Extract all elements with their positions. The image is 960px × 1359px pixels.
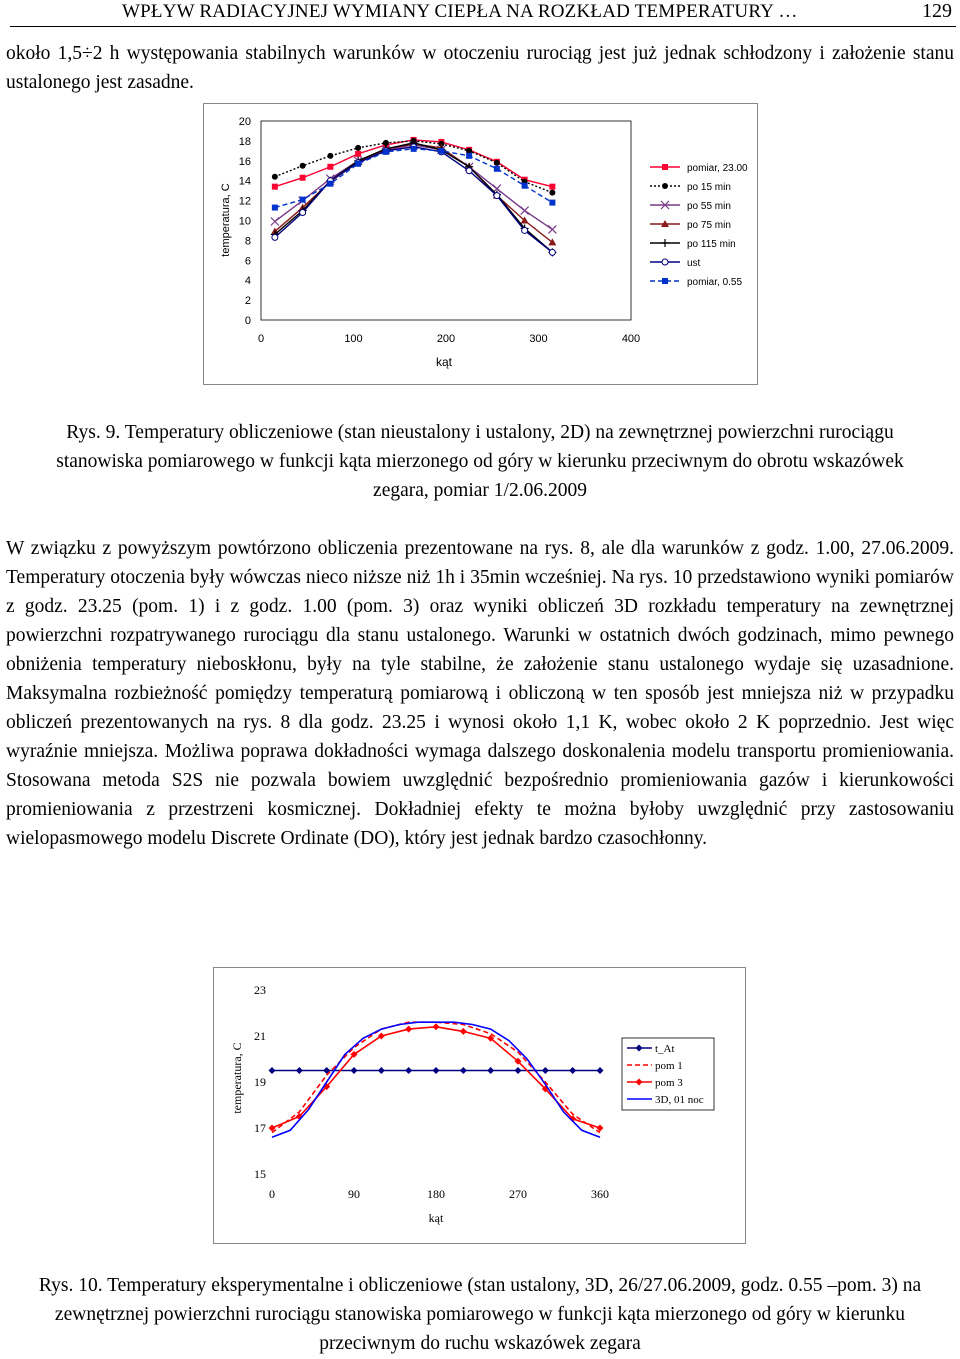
running-header [10, 0, 956, 27]
y-tick-label: 6 [244, 255, 251, 268]
legend-label: po 15 min [687, 182, 731, 193]
legend-entry [650, 277, 742, 288]
figure-9-chart [204, 104, 757, 384]
data-point [549, 190, 555, 196]
data-point [460, 1028, 467, 1035]
data-point [355, 151, 361, 157]
data-point [522, 227, 528, 233]
data-point [433, 1067, 440, 1074]
series-line [272, 1022, 600, 1137]
x-tick-labels [269, 1187, 609, 1201]
y-tick-label: 15 [254, 1167, 266, 1181]
data-point [300, 197, 306, 203]
legend-label: po 75 min [687, 220, 731, 231]
legend-marker [661, 239, 669, 247]
y-tick-label: 2 [244, 295, 251, 308]
x-tick-label: 360 [591, 1187, 609, 1201]
data-point [438, 148, 444, 154]
legend-marker [662, 259, 668, 265]
x-tick-label: 100 [344, 333, 363, 345]
legend-label: pom 1 [655, 1060, 683, 1072]
data-point [549, 184, 555, 190]
x-tick-label: 90 [348, 1187, 360, 1201]
data-point [272, 174, 278, 180]
legend-marker [662, 164, 668, 170]
legend-label: t_At [655, 1043, 675, 1055]
x-tick-label: 0 [269, 1187, 275, 1201]
data-point [487, 1067, 494, 1074]
y-tick-label: 17 [254, 1121, 266, 1135]
y-tick-label: 8 [244, 235, 251, 248]
data-point [355, 161, 361, 167]
data-point [269, 1067, 276, 1074]
legend-label: 3D, 01 noc [655, 1094, 704, 1106]
x-axis-label: kąt [435, 355, 453, 369]
figure-10-chart-frame [213, 967, 746, 1244]
data-point [272, 234, 278, 240]
legend-label: po 115 min [687, 239, 736, 250]
data-point [466, 153, 472, 159]
legend-label: pomiar, 23.00 [687, 163, 748, 174]
y-tick-label: 10 [238, 215, 251, 228]
y-tick-label: 12 [238, 195, 251, 208]
legend-entry [650, 163, 748, 174]
y-tick-label: 23 [254, 983, 266, 997]
data-point [327, 153, 333, 159]
legend-label: pom 3 [655, 1077, 683, 1089]
data-point [378, 1067, 385, 1074]
data-point [569, 1067, 576, 1074]
legend [622, 1038, 714, 1110]
figure-9-caption: Rys. 9. Temperatury obliczeniowe (stan nieustalony i ustalony, 2D) na zewnętrznej powierzchni rurociągu stanowiska pomiarowego w funkcji kąta mierzonego od góry w kierunku przeciwnym do obrotu wskazówek zegara, pomiar 1/2.06.2009 [56, 422, 904, 501]
data-point [327, 181, 333, 187]
series-group [269, 1022, 604, 1137]
data-point [433, 1023, 440, 1030]
data-point [494, 193, 500, 199]
series-line [272, 1027, 600, 1128]
data-point [351, 1067, 358, 1074]
y-tick-label: 14 [238, 175, 251, 188]
data-point [383, 149, 389, 155]
data-point [300, 175, 306, 181]
data-point [460, 1067, 467, 1074]
x-tick-label: 200 [436, 333, 456, 345]
legend-entry [650, 258, 701, 269]
y-tick-labels [254, 983, 266, 1181]
series [272, 1022, 600, 1132]
y-tick-labels [239, 116, 251, 327]
data-point [549, 249, 555, 255]
legend-marker [662, 278, 668, 284]
data-point [597, 1067, 604, 1074]
x-tick-labels [258, 333, 640, 345]
figure-10-chart [214, 968, 745, 1243]
x-tick-label: 270 [509, 1187, 527, 1201]
page-number: 129 [922, 0, 952, 22]
series [269, 1023, 604, 1131]
data-point [405, 1067, 412, 1074]
data-point [515, 1067, 522, 1074]
legend-entry [650, 239, 736, 250]
data-point [542, 1067, 549, 1074]
legend-marker [662, 183, 668, 189]
figure-9-chart-frame [203, 103, 758, 385]
legend-label: pomiar, 0.55 [687, 277, 743, 288]
y-axis-label: temperatura, C [230, 1042, 244, 1114]
y-tick-label: 20 [238, 116, 251, 128]
y-tick-label: 4 [244, 275, 251, 288]
data-point [494, 166, 500, 172]
y-tick-label: 19 [254, 1075, 266, 1089]
y-tick-label: 21 [254, 1029, 266, 1043]
legend-label: ust [687, 258, 701, 269]
x-tick-label: 300 [529, 333, 548, 345]
paragraph-main: W związku z powyższym powtórzono obliczenia prezentowane na rys. 8, ale dla warunków z godz. 1.00, 27.06.2009. Temperatury otoczenia były wówczas nieco niższe niż 1h i 35min wcześniej. Na rys. 10 przedstawiono wyniki pomiarów z godz. 23.25 (pom. 1) i z godz. 1.00 (pom. 3) oraz wyniki obliczeń 3D rozkładu temperatury na zewnętrznej powierzchni rozpatrywanego rurociągu dla stanu ustalonego. Warunki w ostatnich dwóch godzinach, mimo pewnego obniżenia temperatury nieboskłonu, były na tyle stabilne, że założenie stanu ustalonego wydaje się uzasadnione. Maksymalna rozbieżność pomiędzy temperaturą pomiarową i obliczoną w ten sposób jest mniejsza niż w przypadku obliczeń prezentowanych na rys. 8 dla godz. 23.25 i wynosi około 1,1 K, wobec około 2 K poprzednio. Jest więc wyraźnie mniejsza. Możliwa poprawa dokładności wymaga dalszego doskonalenia modelu transportu promieniowania. Stosowana metoda S2S nie pozwala bowiem uwzględnić bezpośrednio promieniowania gazów i kierunkowości promieniowania z przestrzeni kosmicznej. Dokładniej efekty te można byłoby uwzględnić przy zastosowaniu wielopasmowego modelu Discrete Ordinate (DO), który jest jednak bardzo czasochłonny. [6, 538, 954, 849]
data-point [355, 145, 361, 151]
x-tick-label: 400 [621, 333, 641, 345]
x-tick-label: 0 [257, 333, 265, 345]
data-point [272, 184, 278, 190]
legend-entry [650, 182, 731, 193]
data-point [466, 168, 472, 174]
figure-10-caption: Rys. 10. Temperatury eksperymentalne i obliczeniowe (stan ustalony, 3D, 26/27.06.2009, godz. 0.55 –pom. 3) na zewnętrznej powierzchni rurociągu stanowiska pomiarowego w funkcji kąta mierzonego od góry w kierunku przeciwnym do ruchu wskazówek zegara [38, 1275, 922, 1354]
legend-entry [650, 220, 731, 231]
legend-label: po 55 min [687, 201, 731, 212]
data-point [494, 160, 500, 166]
data-point [411, 146, 417, 152]
series [269, 1067, 604, 1074]
y-tick-label: 16 [238, 155, 251, 168]
data-point [272, 205, 278, 211]
data-point [296, 1067, 303, 1074]
series [272, 1022, 600, 1137]
series-line [272, 1022, 600, 1132]
y-tick-label: 18 [238, 135, 251, 148]
x-axis-label: kąt [428, 1211, 444, 1225]
paragraph-intro: około 1,5÷2 h występowania stabilnych warunków w otoczeniu rurociąg jest już jednak schłodzony i założenie stanu ustalonego jest zasadne. [6, 43, 954, 93]
y-tick-label: 0 [244, 315, 251, 327]
data-point [300, 210, 306, 216]
y-axis-label: temperatura, C [220, 183, 232, 257]
data-point [522, 183, 528, 189]
data-point [549, 200, 555, 206]
legend-entry [650, 201, 731, 212]
data-point [300, 163, 306, 169]
running-title: WPŁYW RADIACYJNEJ WYMIANY CIEPŁA NA ROZKŁAD TEMPERATURY … [122, 1, 798, 22]
data-point [405, 1026, 412, 1033]
x-tick-label: 180 [427, 1187, 445, 1201]
legend [650, 163, 748, 288]
data-point [327, 164, 333, 170]
